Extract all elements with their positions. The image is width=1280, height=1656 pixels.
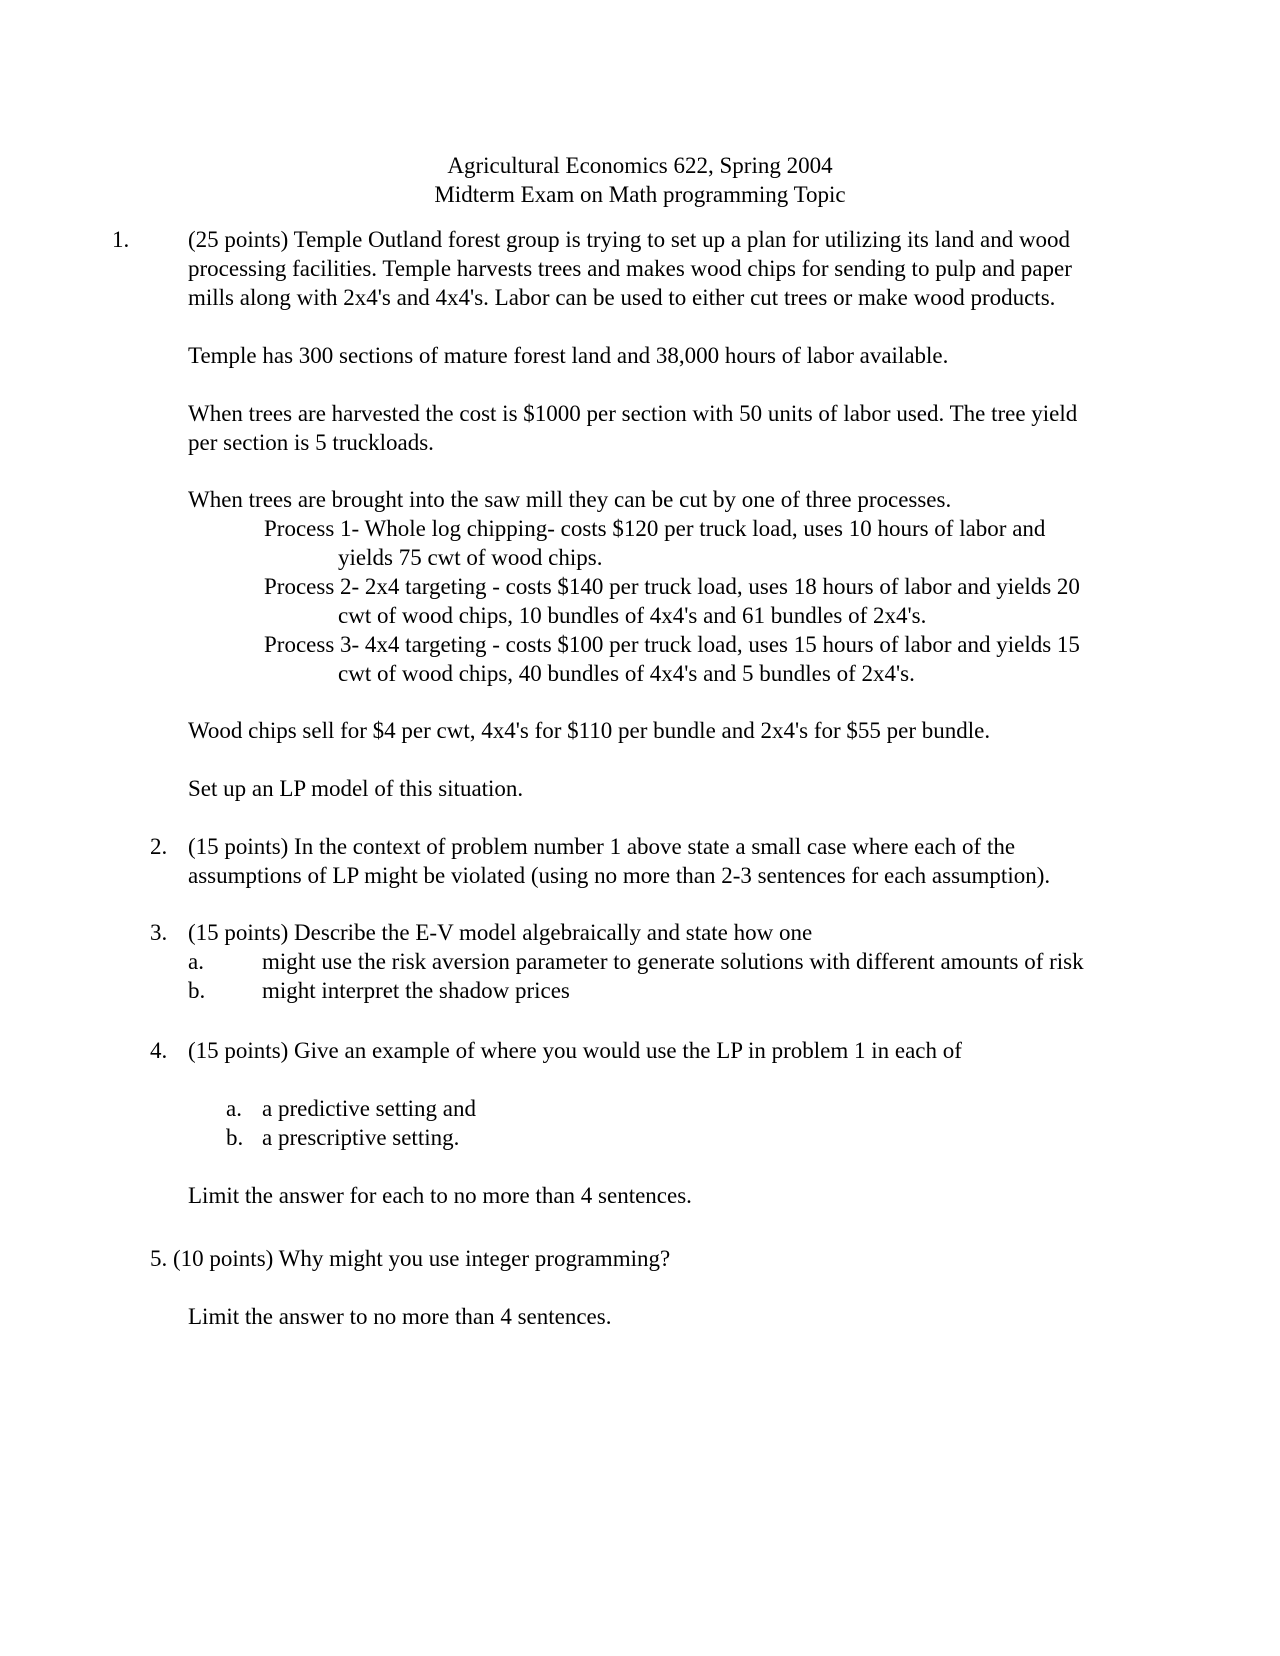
q4-item-a-letter: a. xyxy=(226,1096,242,1121)
q1-prices: Wood chips sell for $4 per cwt, 4x4's for $110 per bundle and 2x4's for $55 per bundle. xyxy=(188,718,991,743)
exam-header xyxy=(0,151,1280,209)
q1-intro-line-1: (25 points) Temple Outland forest group is trying to set up a plan for utilizing its land and wood xyxy=(188,227,1071,252)
process-1-line-1: Process 1- Whole log chipping- costs $120 per truck load, uses 10 hours of labor and xyxy=(264,516,1046,541)
question-4-text: (15 points) Give an example of where you would use the LP in problem 1 in each of xyxy=(188,1038,962,1063)
q3-item-b-letter: b. xyxy=(188,978,206,1003)
process-3-line-2: cwt of wood chips, 40 bundles of 4x4's and 5 bundles of 2x4's. xyxy=(338,661,915,686)
question-1-intro xyxy=(188,225,1178,312)
q1-harvest xyxy=(188,399,1178,457)
q3-item-b-text: might interpret the shadow prices xyxy=(262,978,570,1003)
q1-intro-line-2: processing facilities. Temple harvests trees and makes wood chips for sending to pulp and paper xyxy=(188,256,1072,281)
q4-limit: Limit the answer for each to no more than 4 sentences. xyxy=(188,1183,692,1208)
question-5-text: 5. (10 points) Why might you use integer programming? xyxy=(150,1246,671,1271)
process-1-line-2: yields 75 cwt of wood chips. xyxy=(338,545,603,570)
q3-item-a-text: might use the risk aversion parameter to generate solutions with different amounts of risk xyxy=(262,949,1084,974)
q4-item-a-text: a predictive setting and xyxy=(262,1096,476,1121)
q1-process-1 xyxy=(264,514,1164,572)
question-3-number: 3. xyxy=(150,920,168,945)
process-2-line-1: Process 2- 2x4 targeting - costs $140 per truck load, uses 18 hours of labor and yields 20 xyxy=(264,574,1080,599)
q1-resources: Temple has 300 sections of mature forest land and 38,000 hours of labor available. xyxy=(188,343,949,368)
question-3-text: (15 points) Describe the E-V model algebraically and state how one xyxy=(188,920,813,945)
course-title: Agricultural Economics 622, Spring 2004 xyxy=(447,153,833,178)
process-2-line-2: cwt of wood chips, 10 bundles of 4x4's and 61 bundles of 2x4's. xyxy=(338,603,927,628)
question-2-number: 2. xyxy=(150,834,168,859)
question-1-number: 1. xyxy=(112,227,130,252)
q1-process-2 xyxy=(264,572,1164,630)
q1-harvest-line-1: When trees are harvested the cost is $1000 per section with 50 units of labor used. The tree yield xyxy=(188,401,1078,426)
q1-process-3 xyxy=(264,630,1164,688)
q1-harvest-line-2: per section is 5 truckloads. xyxy=(188,430,434,455)
q2-line-1: (15 points) In the context of problem number 1 above state a small case where each of the xyxy=(188,834,1016,859)
exam-title: Midterm Exam on Math programming Topic xyxy=(434,182,846,207)
process-3-line-1: Process 3- 4x4 targeting - costs $100 per truck load, uses 15 hours of labor and yields 15 xyxy=(264,632,1080,657)
q1-task: Set up an LP model of this situation. xyxy=(188,776,524,801)
q1-processes-intro: When trees are brought into the saw mill they can be cut by one of three processes. xyxy=(188,487,952,512)
q2-line-2: assumptions of LP might be violated (using no more than 2-3 sentences for each assumption). xyxy=(188,863,1051,888)
q5-limit: Limit the answer to no more than 4 sentences. xyxy=(188,1304,612,1329)
question-4-number: 4. xyxy=(150,1038,168,1063)
q4-item-b-text: a prescriptive setting. xyxy=(262,1125,460,1150)
question-2-text xyxy=(188,832,1178,890)
q1-intro-line-3: mills along with 2x4's and 4x4's. Labor can be used to either cut trees or make wood products. xyxy=(188,285,1056,310)
q3-item-a-letter: a. xyxy=(188,949,204,974)
q4-item-b-letter: b. xyxy=(226,1125,244,1150)
